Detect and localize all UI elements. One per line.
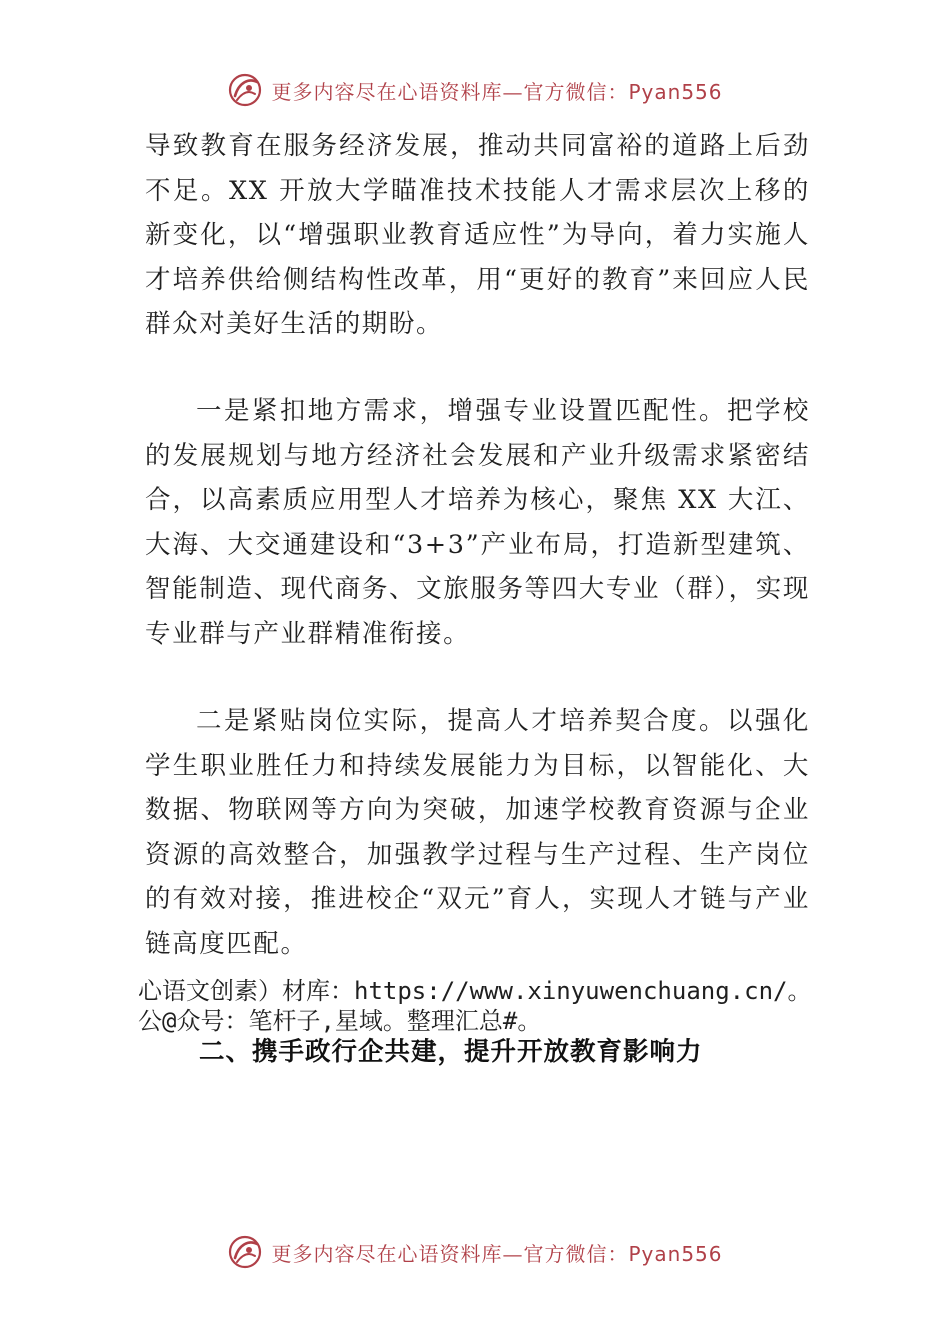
wechat-id: Pyan556: [628, 79, 723, 104]
banner-text: 更多内容尽在心语资料库—官方微信：Pyan556: [271, 1241, 723, 1266]
paragraph-1: 导致教育在服务经济发展，推动共同富裕的道路上后劲不足。XX 开放大学瞄准技术技能人才需求层次上移的新变化，以“增强职业教育适应性”为导向，着力实施人才培养供给侧结构性改革，用“更好的教育”来回应人民群众对美好生活的期盼。: [145, 131, 810, 339]
header-banner: [0, 70, 950, 110]
seal-logo-icon: [227, 72, 263, 108]
wechat-id: Pyan556: [628, 1241, 723, 1266]
banner-text: 更多内容尽在心语资料库—官方微信：Pyan556: [271, 79, 723, 104]
seal-logo-icon: [227, 1234, 263, 1270]
section-heading: 二、携手政行企共建，提升开放教育影响力: [199, 1037, 703, 1067]
paragraph-3: 二是紧贴岗位实际，提高人才培养契合度。以强化学生职业胜任力和持续发展能力为目标，以智能化、大数据、物联网等方向为突破，加速学校教育资源与企业资源的高效整合，加强教学过程与生产过程、生产岗位的有效对接，推进校企“双元”育人，实现人才链与产业链高度匹配。: [145, 706, 810, 959]
source-line-2: 公@众号：笔杆子,星域。整理汇总#。: [138, 1007, 542, 1035]
footer-banner: [0, 1232, 950, 1272]
paragraph-2: 一是紧扣地方需求，增强专业设置匹配性。把学校的发展规划与地方经济社会发展和产业升级需求紧密结合，以高素质应用型人才培养为核心，聚焦 XX 大江、大海、大交通建设和“3+3”产业布局，打造新型建筑、智能制造、现代商务、文旅服务等四大专业（群），实现专业群与产业群精准衔接。: [145, 396, 810, 649]
source-line-1: 心语文创素）材库：https://www.xinyuwenchuang.cn/。: [138, 977, 812, 1005]
